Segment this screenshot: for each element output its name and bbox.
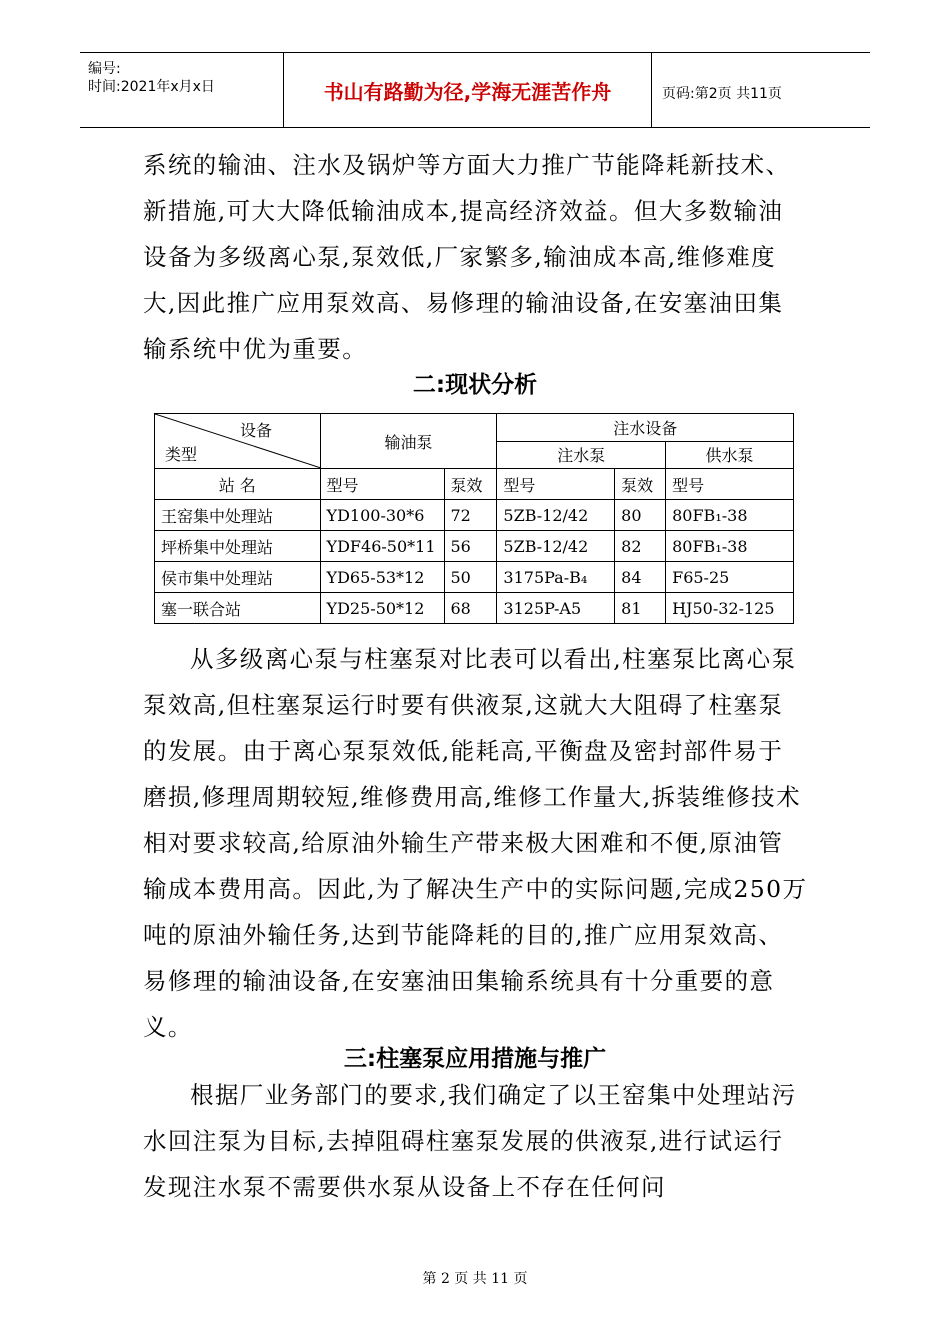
page-footer: 第 2 页 共 11 页 [422, 1271, 528, 1287]
table-row [155, 593, 794, 624]
document-number-label: 编号: [88, 61, 121, 77]
oil-model-cell: YD25-50*12 [320, 593, 444, 624]
header-page-label: 页码:第2页 共11页 [662, 86, 782, 102]
pump-comparison-table [154, 413, 794, 624]
paragraph-2: 从多级离心泵与柱塞泵对比表可以看出,柱塞泵比离心泵泵效高,但柱塞泵运行时要有供液泵,这就大大阻碍了柱塞泵的发展。由于离心泵泵效低,能耗高,平衡盘及密封部件易于磨损,修理周期较短,维修费用高,维修工作量大,拆装维修技术相对要求较高,给原油外输生产带来极大困难和不便,原油管输成本费用高。因此,为了解决生产中的实际问题,完成250万吨的原油外输任务,达到节能降耗的目的,推广应用泵效高、易修理的输油设备,在安塞油田集输系统具有十分重要的意义。 [143, 645, 808, 1041]
station-name-header: 站 名 [155, 469, 321, 500]
injection-model-cell: 3175Pa-B₄ [497, 562, 615, 593]
table-row [155, 500, 794, 531]
oil-efficiency-header: 泵效 [444, 469, 497, 500]
section-heading-measures: 三:柱塞泵应用措施与推广 [343, 1046, 607, 1072]
oil-model-cell: YDF46-50*11 [320, 531, 444, 562]
injection-model-cell: 5ZB-12/42 [497, 531, 615, 562]
supply-model-cell: HJ50-32-125 [666, 593, 794, 624]
supply-model-cell: 80FB₁-38 [666, 531, 794, 562]
supply-model-cell: 80FB₁-38 [666, 500, 794, 531]
injection-efficiency-cell: 81 [615, 593, 666, 624]
header-motto: 书山有路勤为径,学海无涯苦作舟 [283, 53, 652, 127]
injection-equipment-header: 注水设备 [497, 414, 794, 442]
injection-efficiency-cell: 80 [615, 500, 666, 531]
injection-efficiency-header: 泵效 [615, 469, 666, 500]
corner-label-equipment: 设备 [240, 421, 273, 440]
injection-pump-header: 注水泵 [497, 441, 666, 469]
oil-model-cell: YD100-30*6 [320, 500, 444, 531]
corner-label-type: 类型 [165, 445, 198, 464]
table-row [155, 562, 794, 593]
injection-model-header: 型号 [497, 469, 615, 500]
paragraph-3: 根据厂业务部门的要求,我们确定了以王窑集中处理站污水回注泵为目标,去掉阻碍柱塞泵发展的供液泵,进行试运行发现注水泵不需要供水泵从设备上不存在任何问 [143, 1081, 797, 1201]
oil-pump-header: 输油泵 [320, 414, 497, 469]
oil-efficiency-cell: 68 [444, 593, 497, 624]
section-heading-status: 二:现状分析 [412, 372, 538, 398]
station-cell: 侯市集中处理站 [155, 562, 321, 593]
table-column-row [155, 469, 794, 500]
supply-model-header: 型号 [666, 469, 794, 500]
oil-efficiency-cell: 50 [444, 562, 497, 593]
table-header-row [155, 414, 794, 442]
station-cell: 坪桥集中处理站 [155, 531, 321, 562]
supply-pump-header: 供水泵 [666, 441, 794, 469]
station-cell: 塞一联合站 [155, 593, 321, 624]
oil-efficiency-cell: 56 [444, 531, 497, 562]
paragraph-1: 系统的输油、注水及锅炉等方面大力推广节能降耗新技术、新措施,可大大降低输油成本,提高经济效益。但大多数输油设备为多级离心泵,泵效低,厂家繁多,输油成本高,维修难度大,因此推广应用泵效高、易修理的输油设备,在安塞油田集输系统中优为重要。 [143, 151, 791, 363]
injection-efficiency-cell: 82 [615, 531, 666, 562]
table-row [155, 531, 794, 562]
supply-model-cell: F65-25 [666, 562, 794, 593]
document-time-label: 时间:2021年x月x日 [88, 79, 215, 95]
oil-model-cell: YD65-53*12 [320, 562, 444, 593]
table-corner-cell [155, 414, 321, 469]
injection-model-cell: 5ZB-12/42 [497, 500, 615, 531]
injection-model-cell: 3125P-A5 [497, 593, 615, 624]
page-header [80, 52, 870, 128]
oil-efficiency-cell: 72 [444, 500, 497, 531]
header-meta [88, 60, 215, 96]
station-cell: 王窑集中处理站 [155, 500, 321, 531]
injection-efficiency-cell: 84 [615, 562, 666, 593]
oil-model-header: 型号 [320, 469, 444, 500]
